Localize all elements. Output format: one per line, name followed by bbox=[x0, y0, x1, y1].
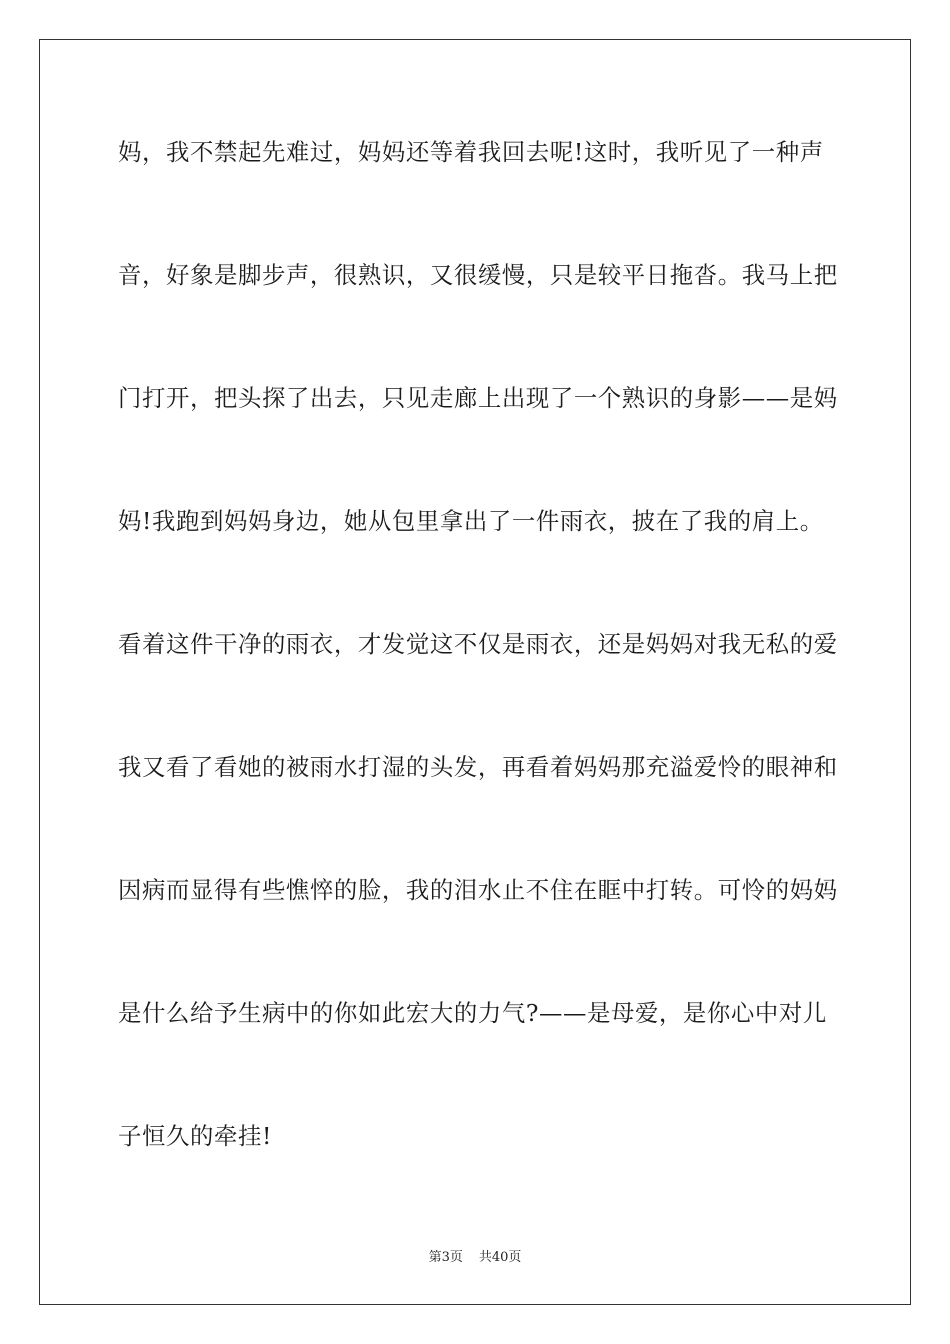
text-line: 妈!我跑到妈妈身边，她从包里拿出了一件雨衣，披在了我的肩上。 bbox=[118, 507, 824, 535]
text-line: 音，好象是脚步声，很熟识，又很缓慢，只是较平日拖沓。我马上把 bbox=[118, 261, 838, 289]
document-body bbox=[118, 125, 838, 1232]
page-number: 第3页 bbox=[428, 1250, 463, 1265]
text-line: 看着这件干净的雨衣，才发觉这不仅是雨衣，还是妈妈对我无私的爱 bbox=[118, 630, 838, 658]
text-line: 子恒久的牵挂! bbox=[118, 1122, 272, 1150]
text-line: 因病而显得有些憔悴的脸，我的泪水止不住在眶中打转。可怜的妈妈 bbox=[118, 876, 838, 904]
page-footer bbox=[0, 1246, 950, 1265]
text-line: 门打开，把头探了出去，只见走廊上出现了一个熟识的身影——是妈 bbox=[118, 384, 838, 412]
text-line: 我又看了看她的被雨水打湿的头发，再看着妈妈那充溢爱怜的眼神和 bbox=[118, 753, 838, 781]
page-total: 共40页 bbox=[478, 1250, 522, 1265]
text-line: 妈，我不禁起先难过，妈妈还等着我回去呢!这时，我听见了一种声 bbox=[118, 138, 824, 166]
text-line: 是什么给予生病中的你如此宏大的力气?——是母爱，是你心中对儿 bbox=[118, 999, 827, 1027]
